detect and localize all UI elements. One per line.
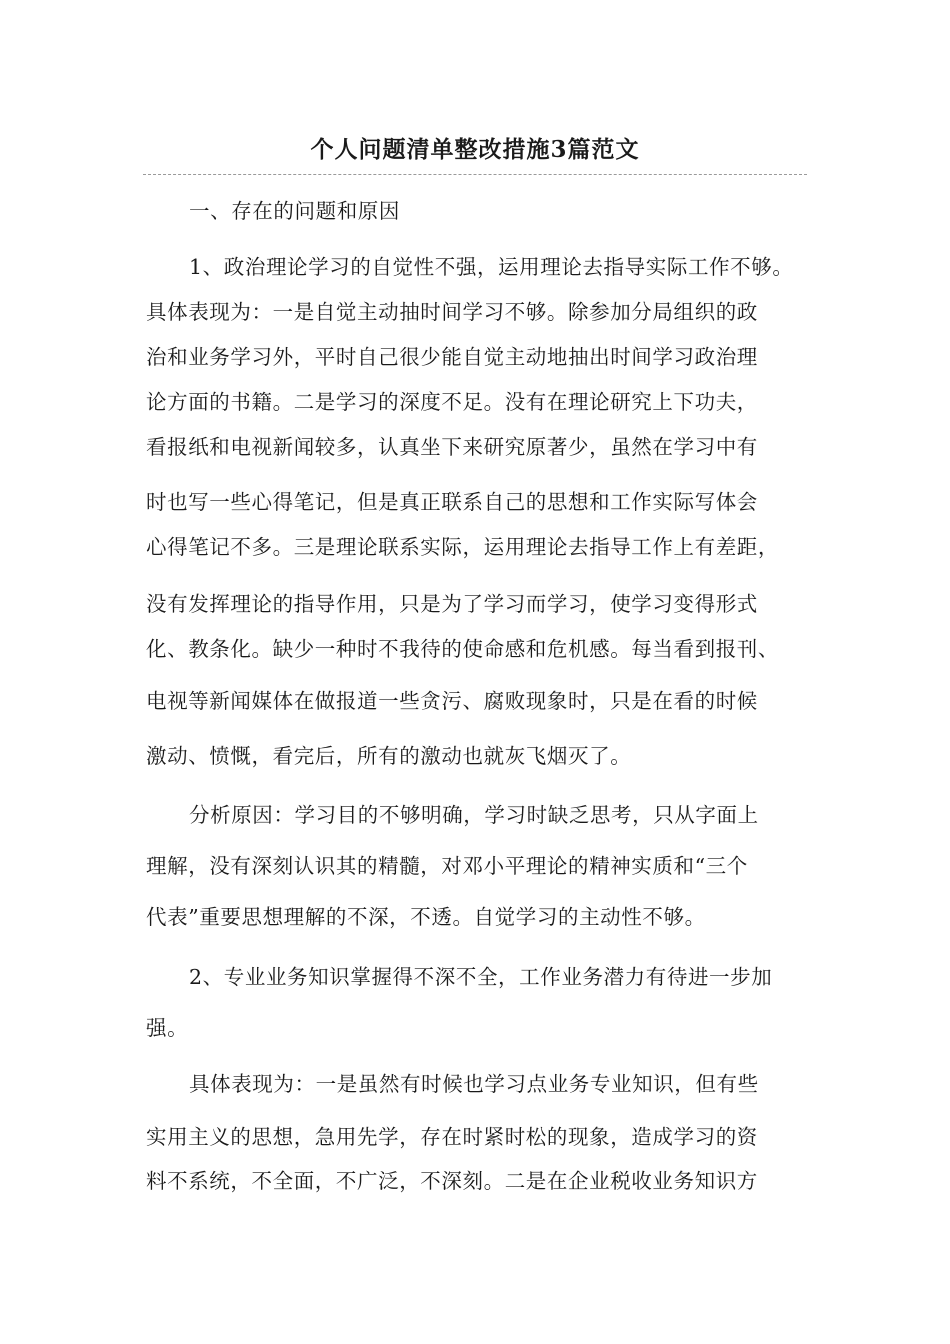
paragraph-line: 实用主义的思想，急用先学，存在时紧时松的现象，造成学习的资 [146, 1125, 758, 1149]
title-divider [143, 174, 807, 175]
section-heading: 一、存在的问题和原因 [189, 199, 400, 223]
paragraph-line: 激动、愤慨，看完后，所有的激动也就灰飞烟灭了。 [146, 744, 632, 768]
paragraph-line: 心得笔记不多。三是理论联系实际，运用理论去指导工作上有差距， [146, 535, 779, 559]
paragraph-line: 代表”重要思想理解的不深，不透。自觉学习的主动性不够。 [146, 905, 706, 929]
paragraph-line: 具体表现为：一是虽然有时候也学习点业务专业知识，但有些 [189, 1072, 759, 1096]
paragraph-line: 分析原因：学习目的不够明确，学习时缺乏思考，只从字面上 [189, 803, 759, 827]
paragraph-line: 电视等新闻媒体在做报道一些贪污、腐败现象时，只是在看的时候 [146, 689, 758, 713]
paragraph-line: 化、教条化。缺少一种时不我待的使命感和危机感。每当看到报刊、 [146, 637, 779, 661]
paragraph-line: 1、政治理论学习的自觉性不强，运用理论去指导实际工作不够。 [189, 255, 794, 279]
paragraph-line: 2、专业业务知识掌握得不深不全，工作业务潜力有待进一步加 [189, 965, 773, 989]
paragraph-line: 看报纸和电视新闻较多，认真坐下来研究原著少，虽然在学习中有 [146, 435, 758, 459]
document-title: 个人问题清单整改措施3篇范文 [310, 136, 640, 163]
paragraph-line: 理解，没有深刻认识其的精髓，对邓小平理论的精神实质和“三个 [146, 854, 748, 878]
paragraph-line: 时也写一些心得笔记，但是真正联系自己的思想和工作实际写体会 [146, 490, 758, 514]
paragraph-line: 料不系统，不全面，不广泛，不深刻。二是在企业税收业务知识方 [146, 1169, 758, 1193]
paragraph-line: 治和业务学习外，平时自己很少能自觉主动地抽出时间学习政治理 [146, 345, 758, 369]
paragraph-line: 具体表现为：一是自觉主动抽时间学习不够。除参加分局组织的政 [146, 300, 758, 324]
paragraph-line: 论方面的书籍。二是学习的深度不足。没有在理论研究上下功夫， [146, 390, 758, 414]
paragraph-line: 强。 [146, 1016, 189, 1040]
paragraph-line: 没有发挥理论的指导作用，只是为了学习而学习，使学习变得形式 [146, 592, 758, 616]
